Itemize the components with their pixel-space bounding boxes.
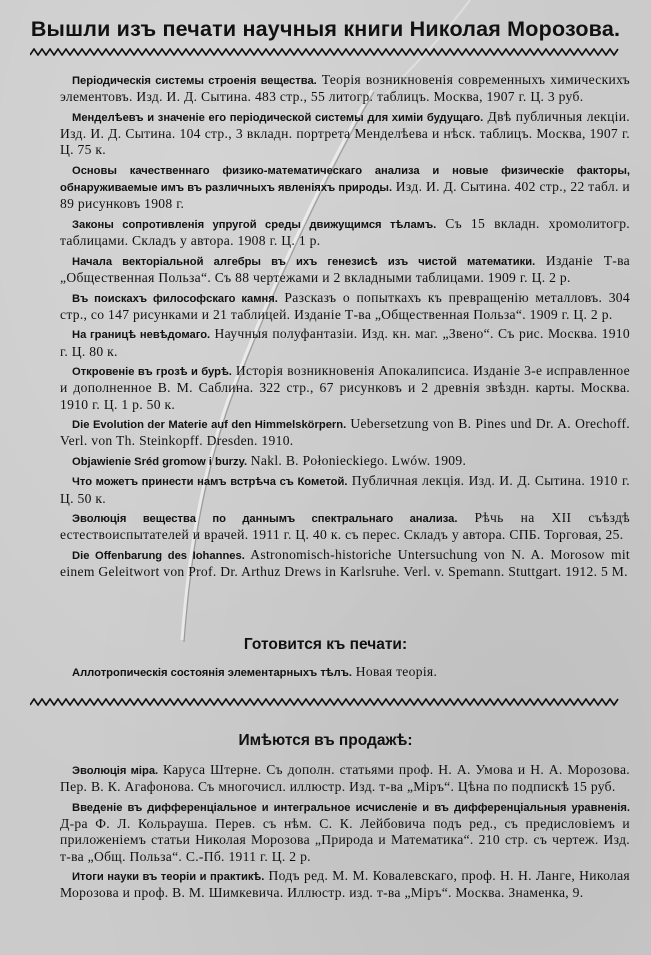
published-book-entry-details: Рѣчь на XII съѣздѣ естествоиспытателей и врачей. 1911 г. Ц. 40 к. съ перес. Складъ у автора. СПБ. Торговая, 25. [60,510,630,543]
published-book-entry [60,290,630,324]
published-book-entry-title: Эволюція вещества по даннымъ спектральнаго анализа. [72,513,458,526]
published-book-entry [60,453,630,470]
published-books-list [60,72,630,584]
onsale-book-entry-details: Подъ ред. М. М. Ковалевскаго, проф. Н. Н. Ланге, Николая Морозова и проф. В. М. Шимкевича. Иллюстр. изд. т-ва „Міръ“. Москва. Знаменка, 9. [60,868,630,901]
page-title: Вышли изъ печати научныя книги Николая Морозова. [30,17,621,41]
zigzag-divider-middle [30,698,621,706]
preparing-book-entry-title: Аллотропическія состоянія элементарныхъ тѣлъ. [72,667,353,679]
preparing-list [60,664,630,684]
published-book-entry-title: Die Evolution der Materie auf den Himmelskörpern. [72,419,347,432]
published-book-entry-title: Періодическія системы строенія вещества. [72,75,317,87]
published-book-entry-title: Что можетъ принести намъ встрѣча съ Кометой. [72,476,348,489]
published-book-entry [60,326,630,360]
published-book-entry [60,473,630,507]
published-book-entry-details: Двѣ публичныя лекціи. Изд. И. Д. Сытина. 104 стр., 3 вкладн. портрета Менделѣева и нѣск. таблицъ. Москва, 1907 г. Ц. 75 к. [60,108,630,158]
published-book-entry [60,416,630,450]
published-book-entry-details: Теорія возникновенія современныхъ химическихъ элементовъ. Изд. И. Д. Сытина. 483 стр., 55 литогр. таблицъ. Москва, 1907 г. Ц. 3 руб. [60,72,630,105]
zigzag-divider-top [30,48,621,56]
published-book-entry-details: Разсказъ о попыткахъ къ превращенію металловъ. 304 стр., со 147 рисунками и 21 таблицей. Изданіе Т-ва „Общественная Польза“. 1909 г. Ц. 2 р. [60,289,630,322]
onsale-book-entry-details: Д-ра Ф. Л. Кольрауша. Перев. съ нѣм. С. К. Лейбовича подъ ред., съ предисловіемъ и приложеніемъ статьи Николая Морозова „Природа и Математика“. 210 стр. съ чертеж. Изд. т-ва „Общ. Польза“. С.-Пб. 1911 г. Ц. 2 р. [60,816,630,864]
published-book-entry-title: Менделѣевъ и значеніе его періодической системы для химіи будущаго. [72,111,484,124]
published-book-entry-details: Изданіе Т-ва „Общественная Польза“. Съ 88 чертежами и 2 вкладными таблицами. 1909 г. Ц. 2 р. [60,252,631,286]
published-book-entry-details: Nakl. B. Połonieckiego. Lwów. 1909. [247,452,467,468]
published-book-entry [60,547,630,581]
onsale-list [60,762,630,905]
published-book-entry-title: Objawienie Sréd gromow i burzy. [72,455,248,468]
published-book-entry-title: Основы качественнаго физико-математическаго анализа и новые физическіе факторы, обнаруживаемые имъ въ различныхъ явленіяхъ природы. [60,164,630,195]
published-book-entry-details: Исторія возникновенія Апокалипсиса. Изданіе 3-е исправленное и дополненное В. М. Саблина. 322 стр., 67 рисунковъ и 2 древнія звѣздн. карты. Москва. 1910 г. Ц. 1 р. 50 к. [60,363,630,412]
published-book-entry-title: На границѣ невѣдомаго. [72,329,211,342]
onsale-book-entry [60,868,630,902]
preparing-book-entry [60,664,630,681]
published-book-entry-details: Изд. И. Д. Сытина. 402 стр., 22 табл. и 89 рисунковъ 1908 г. [60,179,630,212]
published-book-entry [60,72,630,106]
published-book-entry-details: Astronomisch-historiche Untersuchung von N. A. Morosow mit einem Geleitwort von Prof. Dr. Arthuz Drews in Karlsruhe. Verl. v. Spemann. Stuttgart. 1912. 5 M. [60,546,630,580]
published-book-entry-title: Die Offenbarung des Iohannes. [72,549,245,562]
published-book-entry [60,510,630,544]
onsale-book-entry [60,762,630,796]
published-book-entry [60,162,630,213]
onsale-book-entry-title: Итоги науки въ теоріи и практикѣ. [72,871,265,884]
published-book-entry-title: Въ поискахъ философскаго камня. [72,292,278,305]
published-book-entry [60,363,630,413]
onsale-book-entry-title: Введеніе въ дифференціальное и интегральное исчисленіе и въ дифференціальныя уравненія. [72,801,630,814]
published-book-entry-title: Законы сопротивленія упругой среды движущимся тѣламъ. [72,218,437,231]
published-book-entry-details: Съ 15 вкладн. хромолитогр. таблицами. Складъ у автора. 1908 г. Ц. 1 р. [60,215,630,249]
published-book-entry [60,109,630,159]
onsale-book-entry-details: Каруса Штерне. Съ дополн. статьями проф. Н. А. Умова и Н. А. Морозова. Пер. В. К. Агафонова. Съ многочисл. иллюстр. Изд. т-ва „Міръ“. Цѣна по подпискѣ 15 руб. [60,762,631,795]
preparing-book-entry-details: Новая теорія. [352,664,438,679]
published-book-entry-title: Начала векторіальной алгебры въ ихъ генезисѣ изъ чистой математики. [72,255,536,268]
preparing-heading: Готовится къ печати: [243,636,408,653]
published-book-entry-details: Публичная лекція. Изд. И. Д. Сытина. 1910 г. Ц. 50 к. [60,473,630,506]
onsale-book-entry-title: Эволюція міра. [72,765,159,777]
published-book-entry [60,253,630,287]
published-book-entry-title: Откровеніе въ грозѣ и бурѣ. [72,366,232,379]
published-book-entry [60,216,630,250]
onsale-heading: Имѣются въ продажѣ: [238,732,413,749]
published-book-entry-details: Научныя полуфантазіи. Изд. кн. маг. „Звено“. Съ рис. Москва. 1910 г. Ц. 80 к. [60,326,630,359]
onsale-book-entry [60,799,630,865]
published-book-entry-details: Uebersetzung von B. Pines und Dr. A. Orechoff. Verl. von Th. Steinkopff. Dresden. 1910. [60,416,630,449]
